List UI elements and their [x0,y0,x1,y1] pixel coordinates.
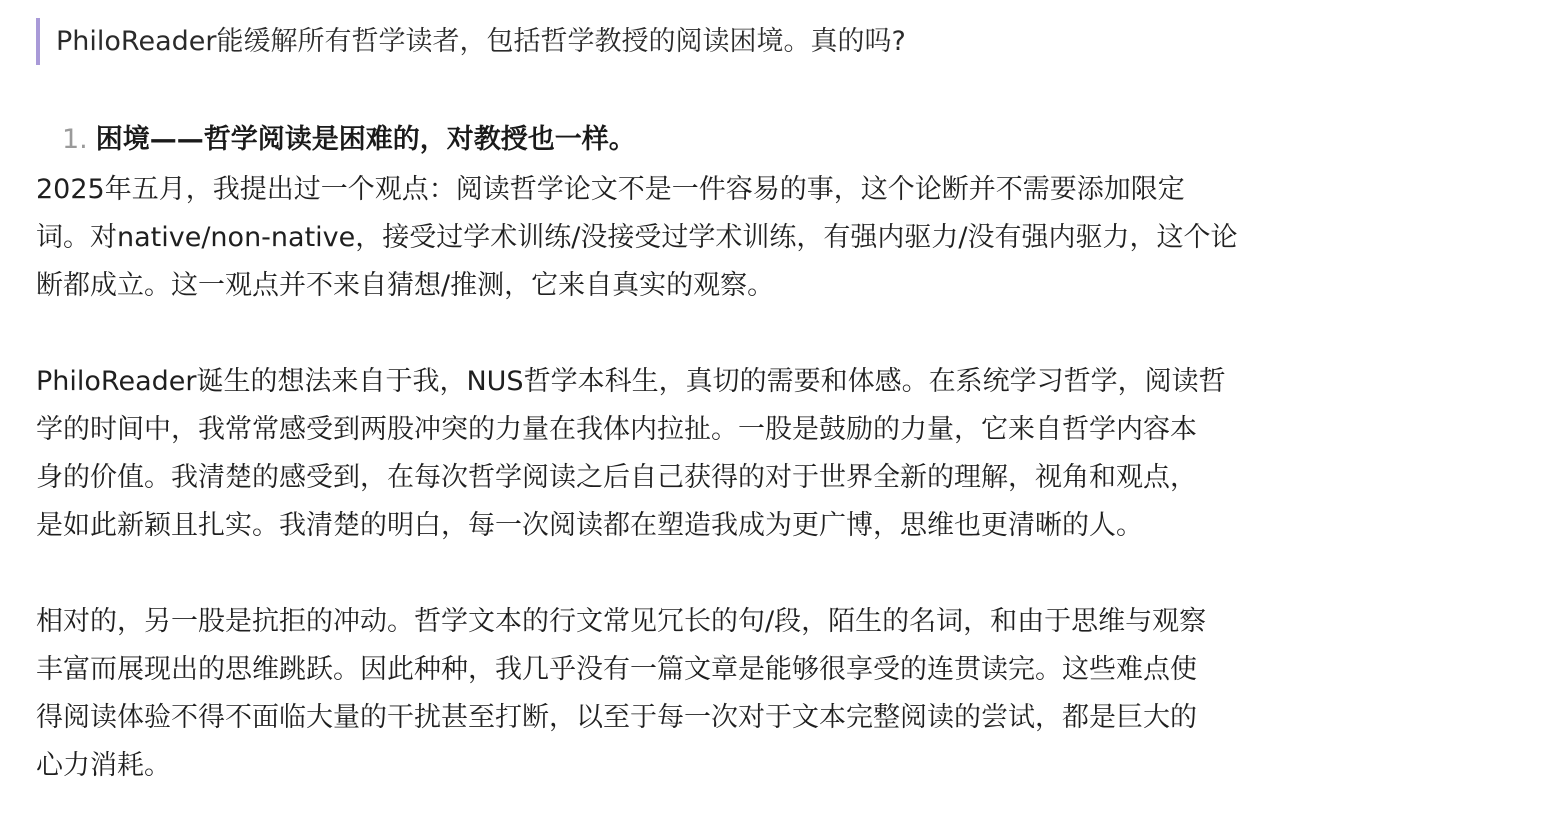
paragraph-line: 2025年五月，我提出过一个观点：阅读哲学论文不是一件容易的事，这个论断并不需要添加限定 [36,174,1185,205]
paragraph-line: 断都成立。这一观点并不来自猜想/推测，它来自真实的观察。 [36,270,775,301]
paragraph-line: 词。对native/non-native，接受过学术训练/没接受过学术训练，有强内驱力/没有强内驱力，这个论 [36,222,1238,253]
paragraph-line: 得阅读体验不得不面临大量的干扰甚至打断，以至于每一次对于文本完整阅读的尝试，都是巨大的 [36,702,1197,733]
blockquote-text: PhiloReader能缓解所有哲学读者，包括哲学教授的阅读困境。真的吗? [56,26,906,57]
paragraph-line: PhiloReader诞生的想法来自于我，NUS哲学本科生，真切的需要和体感。在系统学习哲学，阅读哲 [36,366,1226,397]
paragraph-2 [36,358,1436,550]
paragraph-3 [36,598,1436,790]
paragraph-line: 身的价值。我清楚的感受到，在每次哲学阅读之后自己获得的对于世界全新的理解，视角和观点， [36,462,1197,493]
section-heading [62,118,636,162]
section-title: 困境——哲学阅读是困难的，对教授也一样。 [95,124,636,155]
paragraph-line: 相对的，另一股是抗拒的冲动。哲学文本的行文常见冗长的句/段，陌生的名词，和由于思维与观察 [36,606,1207,637]
paragraph-line: 丰富而展现出的思维跳跃。因此种种，我几乎没有一篇文章是能够很享受的连贯读完。这些难点使 [36,654,1197,685]
paragraph-line: 是如此新颖且扎实。我清楚的明白，每一次阅读都在塑造我成为更广博，思维也更清晰的人。 [36,510,1143,541]
blockquote [36,18,906,65]
paragraph-1 [36,166,1436,310]
list-number: 1. [62,124,88,155]
paragraph-line: 学的时间中，我常常感受到两股冲突的力量在我体内拉扯。一股是鼓励的力量，它来自哲学内容本 [36,414,1197,445]
paragraph-line: 心力消耗。 [36,750,171,781]
